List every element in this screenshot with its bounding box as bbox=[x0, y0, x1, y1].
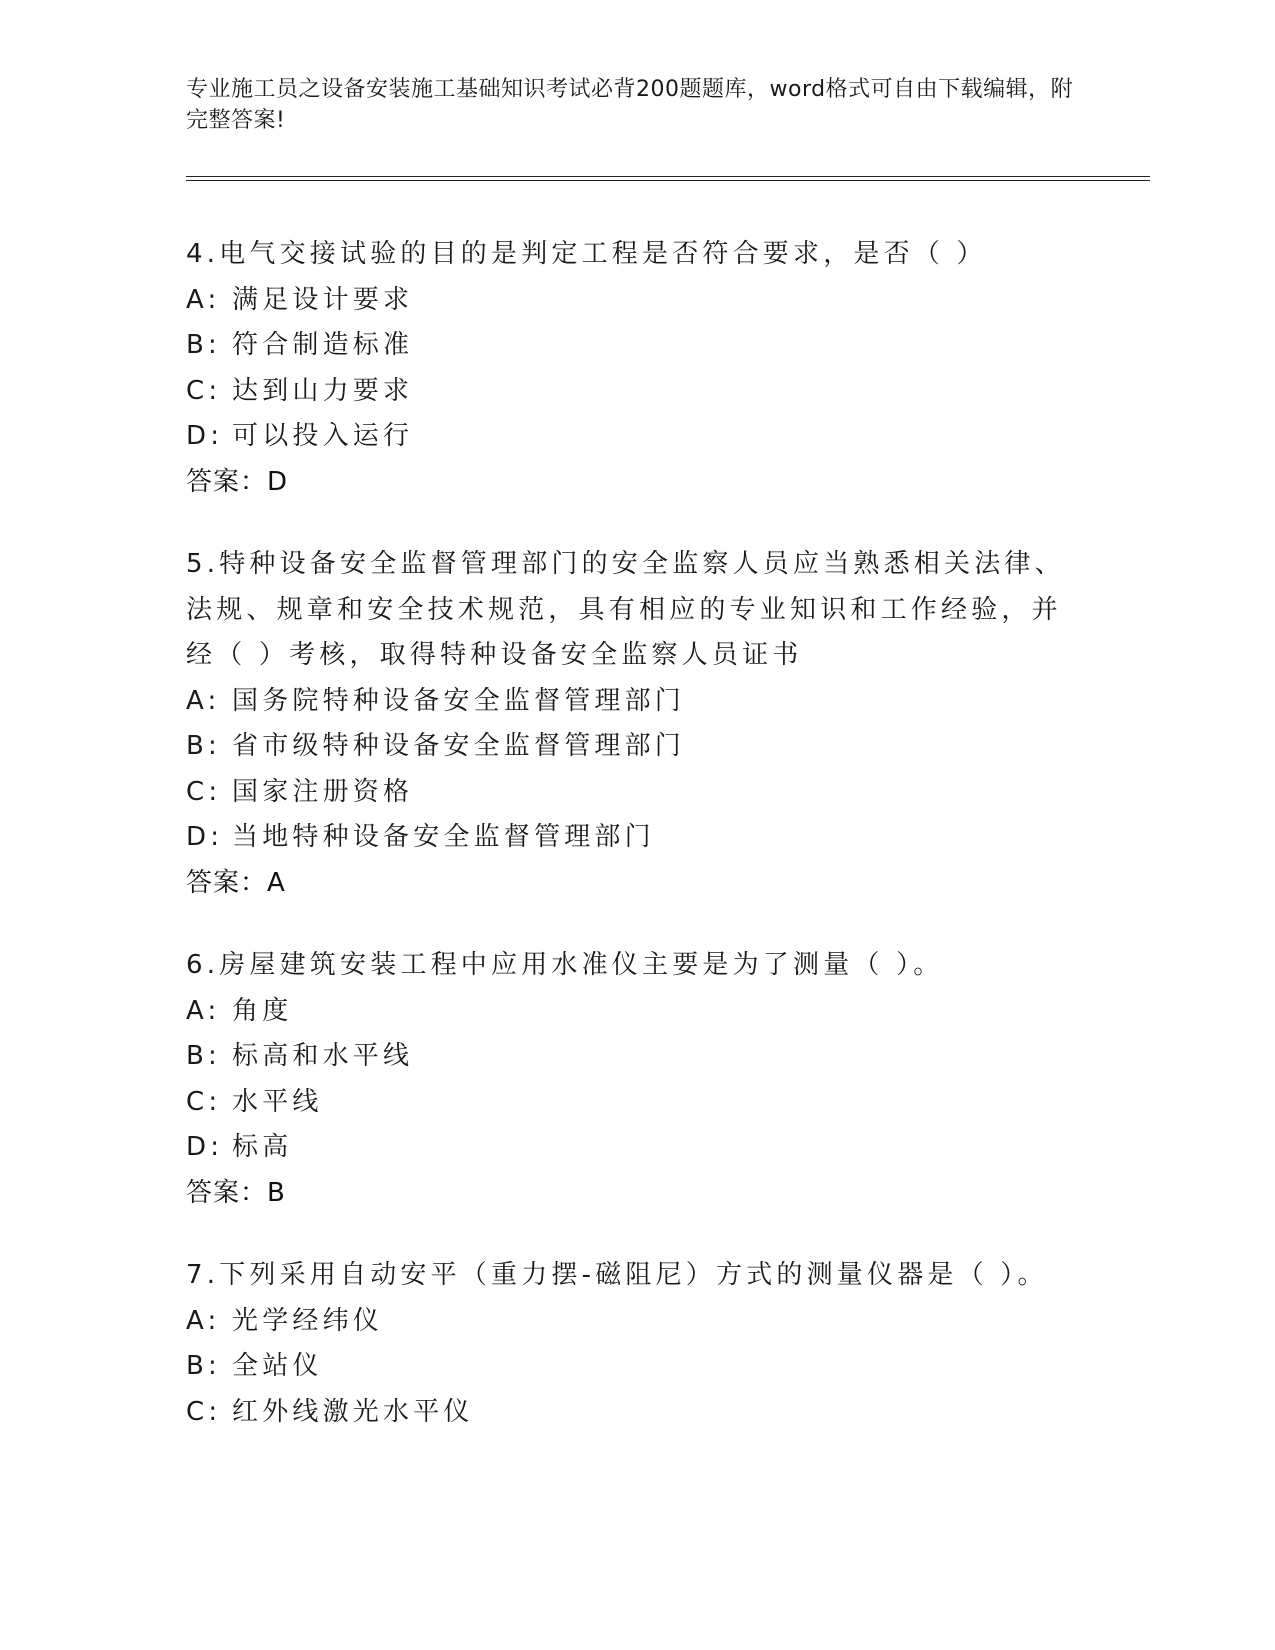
option-key: C: bbox=[186, 1396, 222, 1427]
question-stem: 5.特种设备安全监督管理部门的安全监察人员应当熟悉相关法律、法规、规章和安全技术规范，具有相应的专业知识和工作经验，并经（ ）考核，取得特种设备安全监察人员证书 bbox=[186, 549, 1065, 670]
answer-label: 答案： bbox=[186, 1177, 268, 1208]
option-text: 省市级特种设备安全监督管理部门 bbox=[232, 731, 686, 761]
option-b bbox=[186, 1034, 1066, 1080]
option-key: B: bbox=[186, 1041, 221, 1071]
option-text: 可以投入运行 bbox=[232, 421, 414, 451]
document-header-title: 专业施工员之设备安装施工基础知识考试必背200题题库，word格式可自由下载编辑，附完整答案! bbox=[186, 77, 1074, 133]
option-b bbox=[186, 323, 1066, 369]
header-divider bbox=[186, 176, 1150, 181]
question-list bbox=[186, 232, 1066, 1472]
answer-label: 答案： bbox=[186, 867, 268, 898]
option-text: 国务院特种设备安全监督管理部门 bbox=[232, 685, 686, 716]
answer-value: D bbox=[267, 466, 288, 497]
option-text: 标高和水平线 bbox=[232, 1041, 414, 1071]
option-c bbox=[186, 1390, 1066, 1436]
option-key: A: bbox=[186, 685, 221, 716]
question-item bbox=[186, 542, 1066, 906]
option-key: C: bbox=[186, 776, 222, 807]
answer-value: B bbox=[267, 1177, 285, 1208]
option-text: 达到山力要求 bbox=[232, 375, 414, 406]
option-text: 符合制造标准 bbox=[232, 330, 414, 360]
question-item bbox=[186, 232, 1066, 505]
question-item bbox=[186, 943, 1066, 1216]
option-text: 光学经纬仪 bbox=[232, 1305, 384, 1336]
option-key: B: bbox=[186, 330, 221, 360]
option-text: 标高 bbox=[232, 1132, 293, 1162]
option-key: C: bbox=[186, 375, 222, 406]
option-b bbox=[186, 724, 1066, 770]
option-key: D: bbox=[186, 421, 224, 451]
option-a bbox=[186, 1299, 1066, 1345]
option-a bbox=[186, 679, 1066, 725]
option-d bbox=[186, 815, 1066, 861]
question-stem: 4.电气交接试验的目的是判定工程是否符合要求，是否（ ） bbox=[186, 239, 987, 269]
option-c bbox=[186, 369, 1066, 415]
option-key: A: bbox=[186, 995, 221, 1026]
answer-label: 答案： bbox=[186, 466, 268, 497]
option-key: D: bbox=[186, 822, 224, 852]
option-text: 全站仪 bbox=[232, 1351, 323, 1381]
option-key: C: bbox=[186, 1086, 222, 1117]
option-d bbox=[186, 414, 1066, 460]
option-text: 满足设计要求 bbox=[232, 284, 414, 315]
answer-value: A bbox=[267, 867, 285, 898]
option-c bbox=[186, 1080, 1066, 1126]
option-text: 红外线激光水平仪 bbox=[232, 1396, 474, 1427]
option-text: 角度 bbox=[232, 995, 293, 1026]
option-a bbox=[186, 989, 1066, 1035]
question-stem: 7.下列采用自动安平（重力摆-磁阻尼）方式的测量仪器是（ ）。 bbox=[186, 1260, 1048, 1290]
option-text: 国家注册资格 bbox=[232, 776, 414, 807]
option-text: 水平线 bbox=[232, 1086, 323, 1117]
answer-line bbox=[186, 460, 1066, 506]
answer-line bbox=[186, 1171, 1066, 1217]
question-stem: 6.房屋建筑安装工程中应用水准仪主要是为了测量（ ）。 bbox=[186, 950, 944, 980]
option-key: B: bbox=[186, 731, 221, 761]
option-key: B: bbox=[186, 1351, 221, 1381]
option-a bbox=[186, 278, 1066, 324]
option-b bbox=[186, 1344, 1066, 1390]
option-text: 当地特种设备安全监督管理部门 bbox=[232, 822, 655, 852]
question-item bbox=[186, 1253, 1066, 1435]
option-c bbox=[186, 770, 1066, 816]
option-key: A: bbox=[186, 1305, 221, 1336]
option-d bbox=[186, 1125, 1066, 1171]
option-key: A: bbox=[186, 284, 221, 315]
answer-line bbox=[186, 861, 1066, 907]
option-key: D: bbox=[186, 1132, 224, 1162]
